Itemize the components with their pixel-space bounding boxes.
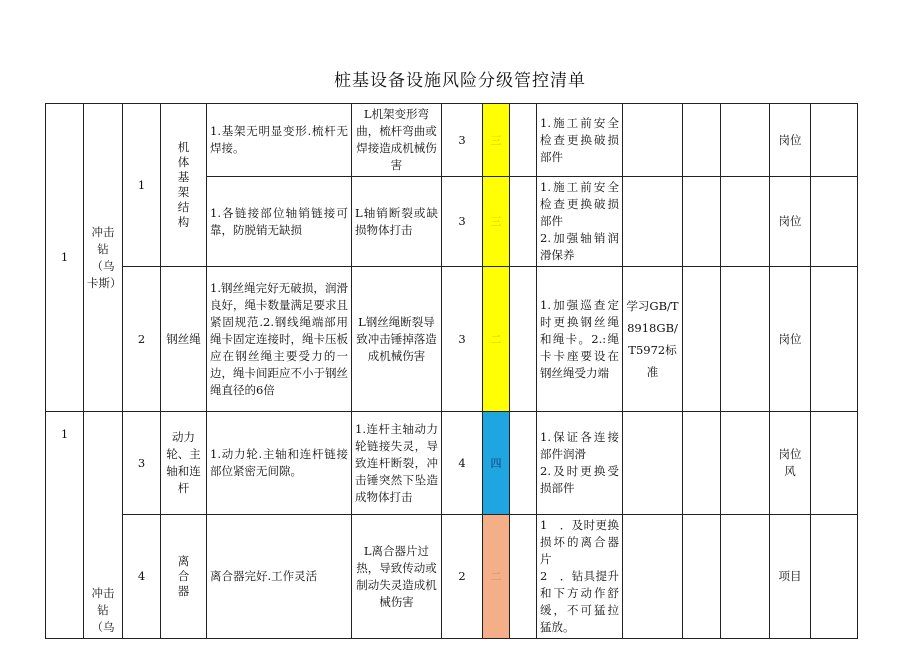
score-cell: 3 (442, 177, 483, 267)
empty-cell (683, 104, 721, 177)
hazard-cell: L离合器片过热，导致传动或制动失灵造成机械伤害 (352, 515, 442, 639)
standard-cell: 1.动力轮.主轴和连杆链接部位紧密无间隙。 (207, 412, 352, 515)
score-cell: 4 (442, 412, 483, 515)
empty-cell (811, 412, 858, 515)
empty-cell (683, 177, 721, 267)
empty-cell (683, 412, 721, 515)
empty-cell (721, 104, 770, 177)
hazard-cell: L轴销断裂或缺损物体打击 (352, 177, 442, 267)
empty-cell (510, 267, 537, 412)
check-item: 机体基架结构 (161, 104, 207, 267)
score-cell: 3 (442, 104, 483, 177)
measure-cell: 1.施工前安全检查更换破损部件 2.加强轴销润滑保养 (537, 177, 623, 267)
empty-cell (683, 515, 721, 639)
risk-level-cell: 三 (483, 104, 510, 177)
risk-level-cell: 二 (483, 515, 510, 639)
empty-cell (683, 267, 721, 412)
hazard-cell: L机架变形弯曲，梳杆弯曲或焊接造成机械伤害 (352, 104, 442, 177)
training-cell (623, 177, 683, 267)
empty-cell (721, 267, 770, 412)
group-number-bottom: 1 (46, 412, 84, 639)
training-cell (623, 515, 683, 639)
sub-number: 3 (123, 412, 161, 515)
training-cell: 学习GB/T8918GB/T5972标准 (623, 267, 683, 412)
empty-cell (510, 177, 537, 267)
sub-number: 1 (123, 104, 161, 267)
table-row (46, 515, 858, 639)
table-row (46, 267, 858, 412)
measure-cell: 1.施工前安全检查更换破损部件 (537, 104, 623, 177)
duty-cell: 项目 (770, 515, 811, 639)
empty-cell (721, 177, 770, 267)
standard-cell: 1.各链接部位轴销链接可靠，防脱销无缺损 (207, 177, 352, 267)
training-cell (623, 412, 683, 515)
standard-cell: 离合器完好.工作灵活 (207, 515, 352, 639)
hazard-cell: 1.连杆主轴动力轮链接失灵，导致连杆断裂，冲击锤突然下坠造成物体打击 (352, 412, 442, 515)
empty-cell (811, 104, 858, 177)
empty-cell (510, 412, 537, 515)
empty-cell (510, 104, 537, 177)
empty-cell (510, 515, 537, 639)
equipment-name-top: 冲击钻（乌卡斯） (84, 104, 123, 412)
equipment-name-bottom: 冲击钻（乌 (84, 412, 123, 639)
measure-cell: 1 ．及时更换损坏的离合器片 2 ．钻具提升和下方动作舒缓，不可猛拉猛放。 (537, 515, 623, 639)
duty-cell: 岗位 (770, 104, 811, 177)
duty-cell: 岗位风 (770, 412, 811, 515)
risk-table (45, 103, 858, 639)
training-cell (623, 104, 683, 177)
measure-cell: 1.加强巡查定时更换钢丝绳和绳卡。2.:绳卡卡座要设在钢丝绳受力端 (537, 267, 623, 412)
page-title: 桩基设备设施风险分级管控清单 (334, 71, 586, 91)
group-number-top: 1 (46, 104, 84, 412)
check-item: 离合器 (161, 515, 207, 639)
risk-level-cell: 三 (483, 177, 510, 267)
measure-cell: 1.保证各连接部件润滑 2.及时更换受损部件 (537, 412, 623, 515)
duty-cell: 岗位 (770, 177, 811, 267)
duty-cell: 岗位 (770, 267, 811, 412)
empty-cell (721, 412, 770, 515)
risk-level-cell: 二 (483, 267, 510, 412)
empty-cell (721, 515, 770, 639)
standard-cell: 1.钢丝绳完好无破损，润滑良好，绳卡数量满足要求且紧固规范.2.钢线绳端部用绳卡固定连接时，绳卡压板应在钢丝绳主要受力的一边，绳卡间距应不小于钢丝绳直径的6倍 (207, 267, 352, 412)
check-item: 钢丝绳 (161, 267, 207, 412)
sub-number: 2 (123, 267, 161, 412)
check-item: 动力轮、主轴和连杆 (161, 412, 207, 515)
empty-cell (811, 177, 858, 267)
empty-cell (811, 267, 858, 412)
risk-level-cell: 四 (483, 412, 510, 515)
sub-number: 4 (123, 515, 161, 639)
table-row (46, 104, 858, 177)
score-cell: 2 (442, 515, 483, 639)
table-row (46, 412, 858, 515)
standard-cell: 1.基架无明显变形.梳杆无焊接。 (207, 104, 352, 177)
hazard-cell: L钢丝绳断裂导致冲击锤掉落造成机械伤害 (352, 267, 442, 412)
empty-cell (811, 515, 858, 639)
score-cell: 3 (442, 267, 483, 412)
